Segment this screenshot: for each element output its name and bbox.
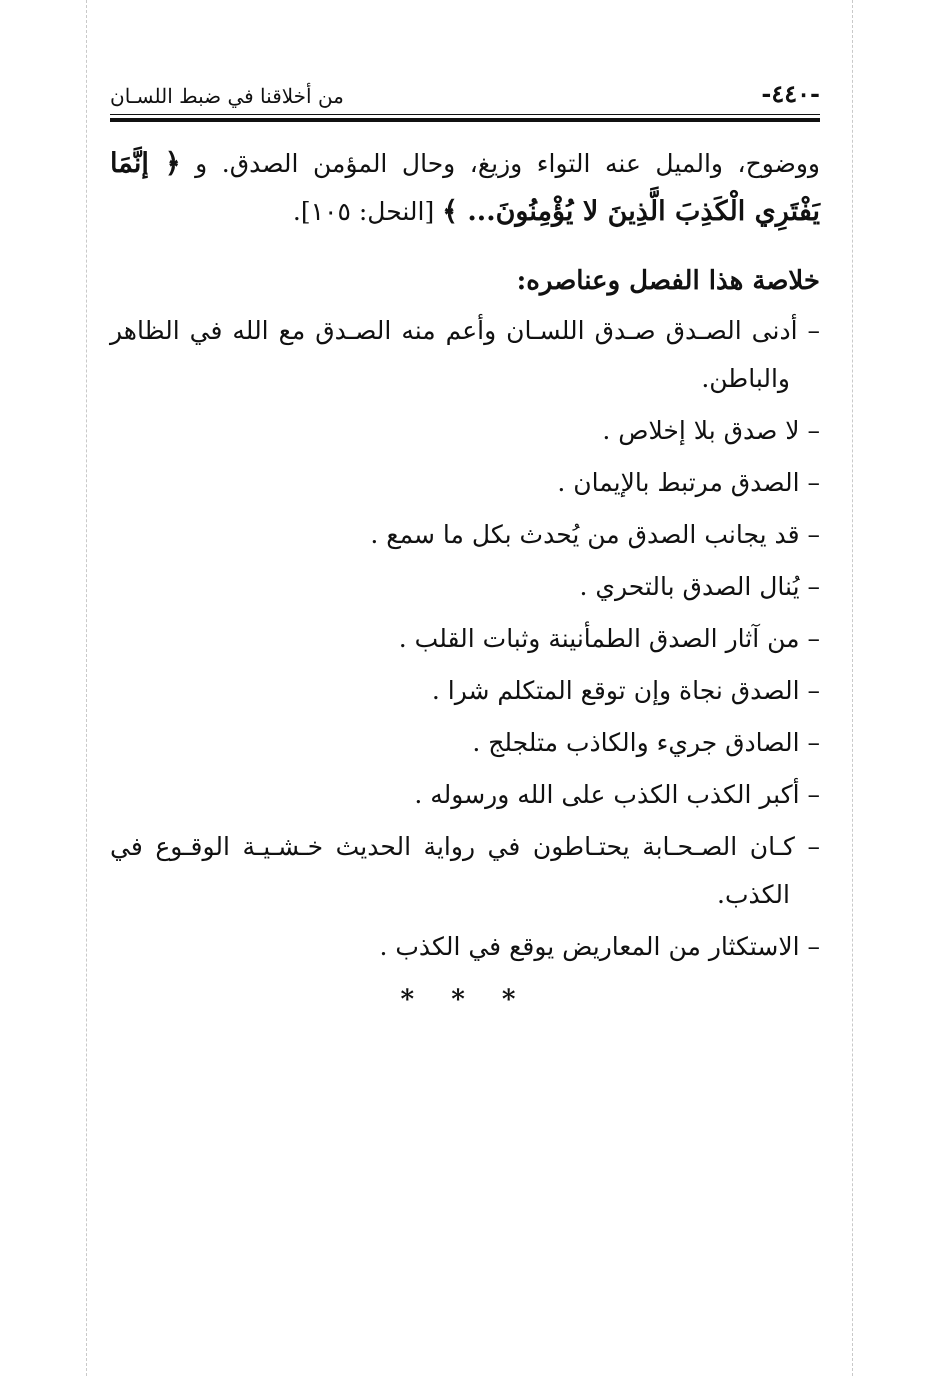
list-item: – الصادق جريء والكاذب متلجلج . [472,728,820,757]
list-item: – الصدق نجاة وإن توقع المتكلم شرا . [431,676,820,705]
list-item: – كـان الصـحـابة يحتـاطون في رواية الحديث خـشـيـة الوقـوع في الكذب. [110,832,820,909]
list-item: – قد يجانب الصدق من يُحدث بكل ما سمع . [370,520,820,549]
list-item: – يُنال الصدق بالتحري . [579,572,820,601]
verse-citation: [النحل: ١٠٥]. [292,197,443,226]
page-edge-line-left [86,0,87,1376]
list-item: – لا صدق بلا إخلاص . [602,416,820,445]
quran-verse: ﴿ إنَّمَا يَفْتَرِي الْكَذِبَ الَّذِينَ لا يُؤْمِنُونَ... ﴾ [110,148,820,227]
running-header [110,70,820,108]
list-item: – من آثار الصدق الطمأنينة وثبات القلب . [398,624,820,653]
intro-text: ووضوح، والميل عنه التواء وزيغ، وحال المؤمن الصدق. و [180,149,820,178]
header-rule-thin [110,114,820,115]
summary-list [110,307,820,971]
list-item: – أكبر الكذب الكذب على الله ورسوله . [414,780,820,809]
page-number: -٤٤٠- [761,79,820,108]
header-rule-thick [110,118,820,122]
list-item: – الصدق مرتبط بالإيمان . [557,468,820,497]
document-page [110,70,820,1015]
page-edge-line-right [852,0,853,1376]
book-title: من أخلاقنا في ضبط اللسـان [110,84,344,108]
list-item: – الاستكثار من المعاريض يوقع في الكذب . [379,932,820,961]
summary-heading: خلاصة هذا الفصل وعناصره: [516,266,820,296]
list-item: – أدنى الصـدق صـدق اللسـان وأعم منه الصـدق مع الله في الظاهر والباطن. [110,316,820,393]
intro-paragraph [110,140,820,236]
section-separator: * * * [400,985,530,1015]
